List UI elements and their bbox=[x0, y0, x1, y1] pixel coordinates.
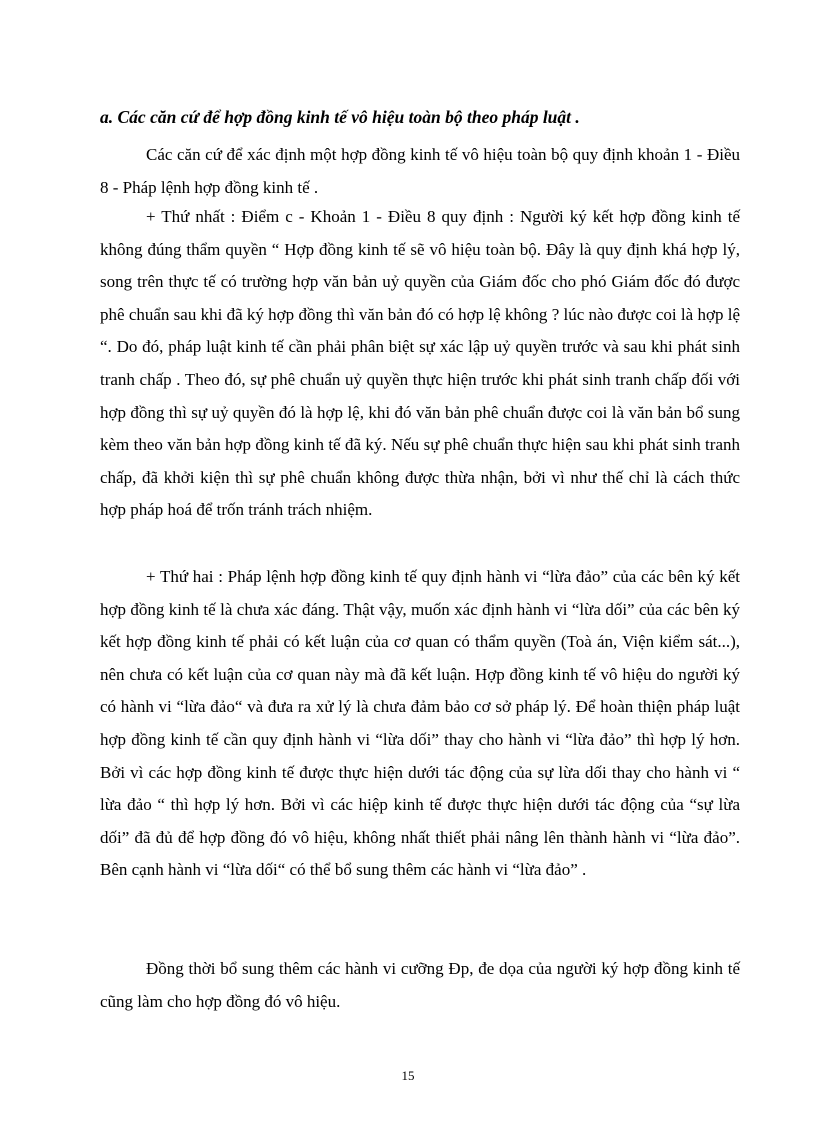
page-number: 15 bbox=[401, 1068, 415, 1083]
paragraph-second-point: + Thứ hai : Pháp lệnh hợp đồng kinh tế quy định hành vi “lừa đảo” của các bên ký kết hợp đồng kinh tế là chưa xác đáng. Thật vậy, muốn xác định hành vi “lừa dối” của các bên ký kết hợp đồng kinh tế phải có kết luận của cơ quan có thẩm quyền (Toà án, Viện kiểm sát...), nên chưa có kết luận của cơ quan này mà đã kết luận. Hợp đồng kinh tế vô hiệu do người ký có hành vi “lừa đảo“ và đưa ra xử lý là chưa đảm bảo cơ sở pháp lý. Để hoàn thiện pháp luật hợp đồng kinh tế cần quy định hành vi “lừa dối” thay cho hành vi “lừa đảo” thì hợp lý hơn. Bởi vì các hợp đồng kinh tế được thực hiện dưới tác động của sự lừa dối thay cho hành vi “ lừa đảo “ thì hợp lý hơn. Bởi vì các hiệp kinh tế được thực hiện dưới tác động của “sự lừa dối” đã đủ để hợp đồng đó vô hiệu, không nhất thiết phải nâng lên thành hành vi “lừa đảo”. Bên cạnh hành vi “lừa dối“ có thể bổ sung thêm các hành vi “lừa đảo” . bbox=[100, 567, 740, 880]
section-heading: a. Các căn cứ để hợp đồng kinh tế vô hiệu toàn bộ theo pháp luật . bbox=[100, 107, 580, 127]
paragraph-intro: Các căn cứ để xác định một hợp đồng kinh tế vô hiệu toàn bộ quy định khoản 1 - Điều 8 - Pháp lệnh hợp đồng kinh tế . bbox=[100, 145, 740, 197]
paragraph-first-point: + Thứ nhất : Điểm c - Khoản 1 - Điều 8 quy định : Người ký kết hợp đồng kinh tế không đúng thẩm quyền “ Hợp đồng kinh tế sẽ vô hiệu toàn bộ. Đây là quy định khá hợp lý, song trên thực tế có trường hợp văn bản uỷ quyền của Giám đốc cho phó Giám đốc đó được phê chuẩn sau khi đã ký hợp đồng thì văn bản đó có hợp lệ không ? lúc nào được coi là hợp lệ “. Do đó, pháp luật kinh tế cần phải phân biệt sự xác lập uỷ quyền trước và sau khi phát sinh tranh chấp . Theo đó, sự phê chuẩn uỷ quyền thực hiện trước khi phát sinh tranh chấp đối với hợp đồng thì sự uỷ quyền đó là hợp lệ, khi đó văn bản phê chuẩn được coi là văn bản bổ sung kèm theo văn bản hợp đồng kinh tế đã ký. Nếu sự phê chuẩn thực hiện sau khi phát sinh tranh chấp, đã khởi kiện thì sự phê chuẩn không được thừa nhận, bởi vì như thế chỉ là cách thức hợp pháp hoá để trốn tránh trách nhiệm. bbox=[100, 207, 740, 520]
paragraph-conclusion: Đồng thời bổ sung thêm các hành vi cưỡng Đp, đe dọa của người ký hợp đồng kinh tế cũng làm cho hợp đồng đó vô hiệu. bbox=[100, 959, 740, 1011]
